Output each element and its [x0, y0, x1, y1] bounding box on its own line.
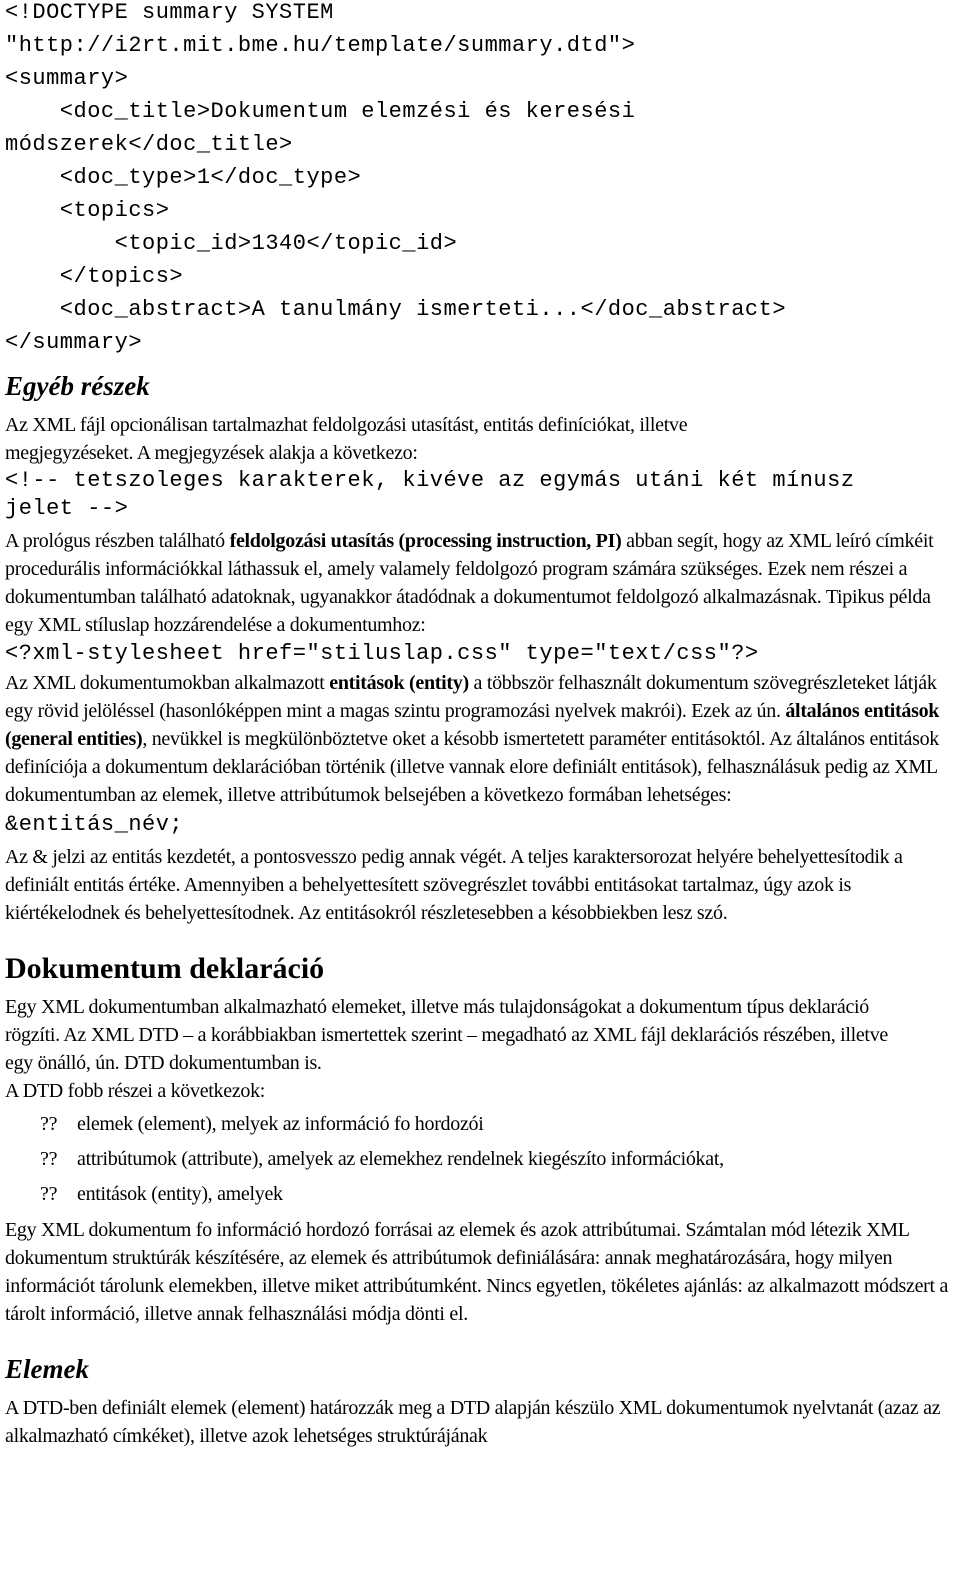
code-line: <!DOCTYPE summary SYSTEM [5, 0, 334, 25]
entity-code: &entitás_név; [5, 812, 184, 837]
list-item-text: attribútumok (attribute), amelyek az elemekhez rendelnek kiegészíto információkat, [77, 1148, 724, 1170]
code-line: <topic_id>1340</topic_id> [5, 231, 458, 256]
stylesheet-code: <?xml-stylesheet href="stiluslap.css" type="text/css"?> [5, 641, 759, 666]
code-line: <doc_type>1</doc_type> [5, 165, 362, 190]
term-bold: feldolgozási utasítás (processing instruction, PI) [229, 530, 622, 552]
text-run: a többször felhasznált dokumentum szövegrészleteket látják egy rövid jelöléssel (hasonlóképpen mint a magas szintu programozási nyelvek makrói). Ezek az ún. [5, 672, 937, 722]
code-line: <doc_title>Dokumentum elemzési és keresési [5, 99, 636, 124]
dtd-parts-list [5, 1107, 955, 1212]
section-heading-elemek: Elemek [5, 1354, 89, 1384]
code-line: módszerek</doc_title> [5, 132, 293, 157]
list-item [5, 1177, 955, 1212]
paragraph: Az & jelzi az entitás kezdetét, a pontosvesszo pedig annak végét. A teljes karaktersorozat helyére behelyettesítodik a definiált entitás értéke. Amennyiben a behelyettesített szövegrészlet további entitásokat tartalmaz, úgy azok is kiértékelodnek és behelyettesítodnek. Az entitásokról részletesebben a késobbiekben lesz szó. [5, 846, 903, 924]
code-line: <doc_abstract>A tanulmány ismerteti...</doc_abstract> [5, 297, 787, 322]
text-run: abban segít, hogy az XML leíró címkéit procedurális információkkal láthassuk el, amely valamely feldolgozó program számára szükséges. Ezek nem részei a dokumentumban található adatoknak, ugyanakkor átadódnak a dokumentumot feldolgozó alkalmazásnak. Tipikus példa egy XML stíluslap hozzárendelése a dokumentumhoz: [5, 530, 934, 636]
term-bold: általános entitások (general entities) [5, 700, 940, 750]
text-run: , nevükkel is megkülönböztetve oket a késobb ismertetett paraméter entitásoktól. Az általános entitások definíciója a dokumentum deklarációban történik (illetve vannak elore definiált entitások), felhasználásuk pedig az XML dokumentumban az elemek, illetve attribútumok belsejében a következo formában lehetséges: [5, 728, 939, 806]
paragraph: A DTD-ben definiált elemek (element) határozzák meg a DTD alapján készülo XML dokumentumok nyelvtanát (azaz az alkalmazható címkéket), illetve azok lehetséges struktúrájának [5, 1397, 941, 1447]
comment-code-line: <!-- tetszoleges karakterek, kivéve az egymás utáni két mínusz [5, 468, 855, 493]
paragraph: Az XML fájl opcionálisan tartalmazhat feldolgozási utasítást, entitás definíciókat, illetve megjegyzéseket. A megjegyzések alakja a következo: [5, 414, 688, 464]
paragraph: Egy XML dokumentumban alkalmazható elemeket, illetve más tulajdonságokat a dokumentum típus deklaráció rögzíti. Az XML DTD – a korábbiakban ismertettek szerint – megadható az XML fájl deklarációs részében, illetve egy önálló, ún. DTD dokumentumban is. [5, 996, 888, 1074]
code-line: </topics> [5, 264, 184, 289]
paragraph-processing-instruction [5, 527, 940, 639]
document-page [5, 0, 955, 1450]
bullet-glyph: ?? [40, 1183, 58, 1205]
list-item [5, 1107, 955, 1142]
code-line: </summary> [5, 330, 143, 355]
bullet-glyph: ?? [40, 1148, 58, 1170]
section-heading-egyeb: Egyéb részek [5, 371, 150, 401]
section-heading-deklaracio: Dokumentum deklaráció [5, 952, 325, 985]
code-line: <topics> [5, 198, 170, 223]
text-run: A prológus részben található [5, 530, 230, 552]
paragraph: A DTD fobb részei a következok: [5, 1080, 266, 1102]
code-line: <summary> [5, 66, 129, 91]
term-bold: entitások (entity) [329, 672, 469, 694]
xml-summary-code [5, 0, 955, 359]
code-line: "http://i2rt.mit.bme.hu/template/summary.dtd"> [5, 33, 636, 58]
list-item [5, 1142, 955, 1177]
list-item-text: elemek (element), melyek az információ fo hordozói [77, 1113, 484, 1135]
text-run: Az XML dokumentumokban alkalmazott [5, 672, 330, 694]
comment-code-line: jelet --> [5, 496, 129, 521]
bullet-glyph: ?? [40, 1113, 58, 1135]
paragraph-entities [5, 669, 950, 809]
paragraph: Egy XML dokumentum fo információ hordozó forrásai az elemek és azok attribútumai. Számtalan mód létezik XML dokumentum struktúrák készítésére, az elemek és attribútumok definiálására: annak meghatározására, hogy milyen információt tárolunk elemekben, illetve miket attribútumként. Nincs egyetlen, tökéletes ajánlás: az alkalmazott módszert a tárolt információ, illetve annak felhasználási módja dönti el. [5, 1219, 949, 1325]
list-item-text: entitások (entity), amelyek [77, 1183, 283, 1205]
